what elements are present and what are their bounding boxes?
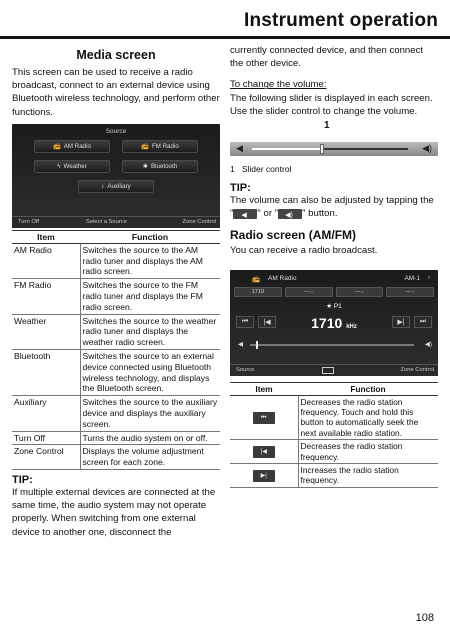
continued-text: currently connected device, and then connect the other device.: [230, 45, 424, 70]
frequency-display: 1710 kHz: [311, 314, 357, 331]
radio-source-label: AM Radio: [268, 274, 297, 282]
zone-control-label: Zone Control: [400, 366, 434, 373]
radio-icon: 📻: [252, 275, 261, 283]
weather-icon: ϟ: [57, 162, 61, 170]
volume-heading: To change the volume:: [230, 79, 327, 91]
radio-screen-figure: [230, 270, 438, 376]
weather-button: ϟ Weather: [34, 160, 110, 173]
bluetooth-icon: ✱: [142, 162, 149, 170]
turn-off-label: Turn Off: [18, 218, 39, 225]
table-header-function: Function: [80, 230, 220, 243]
page-header: [0, 0, 450, 40]
tip-heading: TIP:: [12, 473, 33, 486]
slider-knob[interactable]: [320, 144, 324, 154]
tip-text: If multiple external devices are connected at the same time, the audio system may not operate properly. When switching from one external device to another one, disconnect the: [12, 486, 216, 538]
table-row: ⏮ Decreases the radio station frequency. Touch and hold this button to automatically seek the next available radio station.: [230, 395, 438, 440]
source-screen-title: Source: [105, 127, 127, 135]
source-screen-bottom-bar: [12, 216, 220, 228]
table-row: FM Radio Switches the source to the FM radio tuner and displays the FM radio screen.: [12, 279, 220, 314]
radio-volume-track: [250, 344, 414, 346]
slider-caption: 1 Slider control: [230, 164, 292, 175]
volume-text-2: Use the slider control to change the volume.: [230, 105, 418, 117]
zone-control-label: Zone Control: [182, 218, 216, 225]
preset-row: [234, 287, 434, 297]
table-header-item: Item: [230, 382, 298, 395]
table-row: |◀ Decreases the radio station frequency.: [230, 440, 438, 464]
tip-heading-2: TIP:: [230, 182, 251, 195]
media-intro: This screen can be used to receive a radio broadcast, connect to an external device using Bluetooth wireless technology, and perform other functions.: [12, 67, 220, 118]
table-row: ▶| Increases the radio station frequency.: [230, 464, 438, 488]
step-back-icon: |◀: [253, 446, 275, 458]
radio-icon: 📻: [141, 143, 149, 151]
auxiliary-icon: ♪: [101, 182, 105, 190]
source-label: Source: [236, 366, 255, 373]
header-rule: [0, 36, 450, 39]
table-header-item: Item: [12, 230, 80, 243]
media-heading: Media screen: [76, 48, 156, 62]
radio-volume-knob: [256, 341, 258, 349]
preset-button: ---.-: [336, 287, 384, 297]
volume-down-icon: ◀: [233, 209, 257, 219]
star-icon: ★: [326, 302, 333, 310]
source-screen-figure: [12, 124, 220, 228]
volume-up-icon: ◀): [278, 209, 302, 219]
step-forward-icon: ▶|: [253, 470, 275, 482]
preset-button: ---.-: [285, 287, 333, 297]
preset-button: 1710: [234, 287, 282, 297]
volume-slider[interactable]: [230, 142, 438, 156]
radio-volume-row: [234, 340, 434, 350]
page-title: Instrument operation: [243, 10, 438, 31]
volume-down-icon[interactable]: ◀: [236, 143, 243, 154]
page-number: 108: [415, 612, 434, 624]
chevron-right-icon: ›: [427, 273, 430, 281]
radio-top-bar: [234, 274, 434, 285]
preset-indicator: ★ P1: [326, 302, 342, 310]
table-row: Auxiliary Switches the source to the auxiliary device and displays the auxiliary screen.: [12, 396, 220, 431]
bluetooth-button: ✱ Bluetooth: [122, 160, 198, 173]
device-icon: [322, 367, 334, 374]
table-row: Bluetooth Switches the source to an external device connected using Bluetooth wireless technology, and displays the Bluetooth screen.: [12, 349, 220, 395]
radio-icon: 📻: [53, 143, 61, 151]
radio-heading: Radio screen (AM/FM): [230, 228, 357, 243]
left-column: [12, 44, 220, 539]
am-radio-button: 📻 AM Radio: [34, 140, 110, 153]
seek-back-icon: ⏮: [236, 316, 254, 328]
radio-items-table: [230, 382, 438, 488]
table-header-function: Function: [298, 382, 438, 395]
table-row: AM Radio Switches the source to the AM radio tuner and displays the AM radio screen.: [12, 243, 220, 278]
band-label: AM-1: [404, 274, 420, 282]
volume-text: The following slider is displayed in each screen.: [230, 92, 433, 104]
frequency-row: [234, 314, 434, 332]
fm-radio-button: 📻 FM Radio: [122, 140, 198, 153]
slider-callout: 1: [324, 120, 330, 132]
media-items-table: [12, 230, 220, 470]
volume-up-icon: ◀): [424, 340, 432, 348]
volume-down-icon: ◀: [238, 340, 243, 348]
step-forward-icon: ▶|: [392, 316, 410, 328]
preset-button: ---.-: [386, 287, 434, 297]
volume-slider-figure: [230, 120, 438, 160]
step-back-icon: |◀: [258, 316, 276, 328]
right-column: [230, 44, 438, 488]
radio-intro: You can receive a radio broadcast.: [230, 245, 378, 257]
auxiliary-button: ♪ Auxiliary: [78, 180, 154, 193]
select-source-label: Select a Source: [86, 218, 127, 225]
slider-fill: [252, 148, 322, 150]
seek-back-icon: ⏮: [253, 412, 275, 424]
volume-up-icon[interactable]: ◀): [422, 143, 432, 154]
table-row: Turn Off Turns the audio system on or off.: [12, 431, 220, 445]
radio-screen-bottom-bar: [230, 364, 438, 376]
table-row: Zone Control Displays the volume adjustment screen for each zone.: [12, 445, 220, 470]
tip-text-2: The volume can also be adjusted by tapping the " ◀ " or " ◀) " button.: [230, 195, 434, 220]
seek-forward-icon: ⏭: [414, 316, 432, 328]
table-row: Weather Switches the source to the weather radio tuner and displays the weather radio screen.: [12, 314, 220, 349]
